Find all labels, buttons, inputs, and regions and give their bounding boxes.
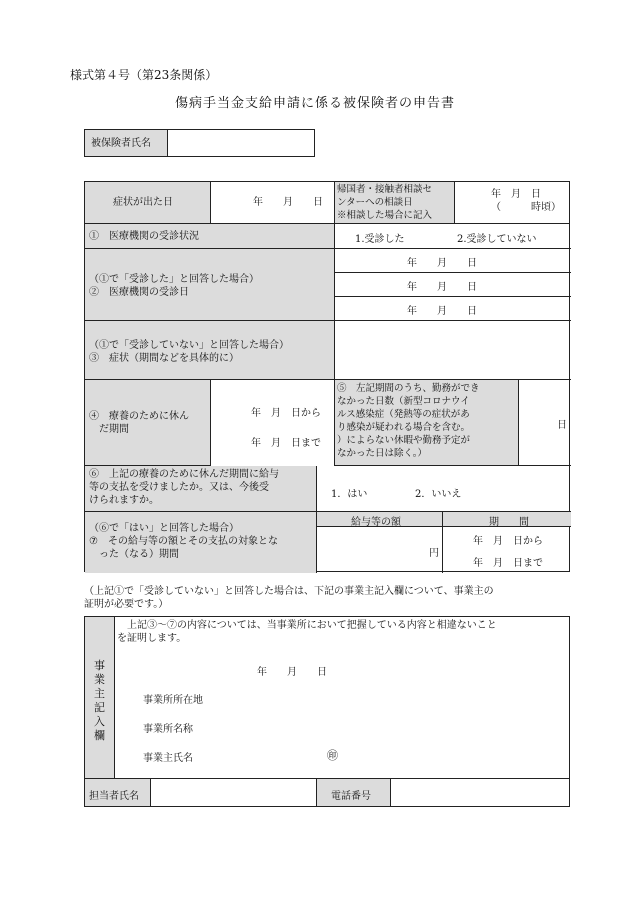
- seal-mark: ㊞: [327, 749, 338, 762]
- person-in-charge-label: 担当者氏名: [85, 779, 151, 806]
- symptom-onset-date[interactable]: 年 月 日: [211, 182, 335, 224]
- main-table: [84, 181, 570, 572]
- symptom-onset-label: 症状が出た日: [85, 182, 211, 224]
- q1-option-not-visited[interactable]: 2.受診していない: [457, 234, 537, 245]
- employer-note: （上記①で「受診していない」と回答した場合は、下記の事業主記入欄について、事業主の 証明が必要です。）: [84, 586, 494, 610]
- employer-side-label: 事 業 主 記 入 欄: [85, 617, 115, 778]
- page-title: 傷病手当金支給申請に係る被保険者の申告書: [174, 96, 455, 111]
- q3-field[interactable]: [335, 321, 571, 380]
- q6-label: ⑥ 上記の療養のために休んだ期間に給与 等の支払を受けましたか。又は、今後受 けられますか。: [85, 466, 317, 512]
- q1-option-visited[interactable]: 1.受診した: [355, 234, 405, 245]
- q3-label: （①で「受診していない」と回答した場合） ③ 症状（期間などを具体的に）: [85, 321, 335, 380]
- footer-row: [84, 779, 570, 807]
- office-name-label: 事業所名称: [143, 724, 193, 735]
- form-number: 様式第４号（第23条関係）: [70, 68, 218, 82]
- q2-label: （①で「受診した」と回答した場合） ② 医療機関の受診日: [85, 249, 335, 321]
- consult-date-value[interactable]: 年 月 日 （ 時頃）: [455, 182, 569, 224]
- q7-period-header: 期 間: [443, 512, 571, 527]
- q7-period-from[interactable]: 年 月 日から: [473, 536, 543, 547]
- consult-date-label: 帰国者・接触者相談セ ンターへの相談日 ※相談した場合に記入: [335, 182, 455, 224]
- q7-period-to[interactable]: 年 月 日まで: [473, 558, 543, 569]
- q7-amount-header: 給与等の額: [317, 512, 443, 527]
- q2-date-3[interactable]: 年 月 日: [335, 297, 571, 321]
- q4-label: ④ 療養のために休ん だ期間: [85, 380, 211, 466]
- employer-date[interactable]: 年 月 日: [257, 667, 327, 678]
- q6-option-no[interactable]: 2．いいえ: [415, 489, 462, 500]
- q7-amount-field[interactable]: 円: [317, 527, 443, 573]
- phone-field[interactable]: [391, 779, 569, 806]
- office-address-label: 事業所所在地: [143, 695, 203, 706]
- q4-from[interactable]: 年 月 日から: [251, 408, 321, 419]
- q6-option-yes[interactable]: 1．はい: [331, 489, 368, 500]
- q4-to[interactable]: 年 月 日まで: [251, 438, 321, 449]
- q7-label: （⑥で「はい」と回答した場合） ⑦ その給与等の額とその支払の対象とな った（なる）期間: [85, 512, 317, 573]
- insured-name-field[interactable]: [167, 129, 315, 157]
- q2-date-1[interactable]: 年 月 日: [335, 249, 571, 273]
- q2-date-2[interactable]: 年 月 日: [335, 273, 571, 297]
- owner-name-label: 事業主氏名: [143, 753, 193, 764]
- q5-days[interactable]: 日: [519, 380, 571, 466]
- employer-section: [84, 616, 570, 779]
- person-in-charge-field[interactable]: [151, 779, 317, 806]
- employer-statement: 上記③～⑦の内容については、当事業所において把握している内容と相違ないこと を証明します。: [117, 620, 497, 644]
- q5-label: ⑤ 左記期間のうち、勤務ができ なかった日数（新型コロナウイ ルス感染症（発熱等の症状があ り感染が疑われる場合を含む。 ）によらない休暇や勤務予定が なかった日は除く。）: [335, 380, 519, 466]
- q1-label: ① 医療機関の受診状況: [85, 224, 335, 249]
- insured-name-label: 被保険者氏名: [84, 129, 168, 157]
- phone-label: 電話番号: [317, 779, 391, 806]
